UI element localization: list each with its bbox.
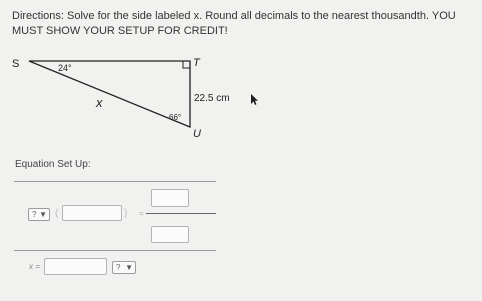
side-tu-label: 22.5 cm: [194, 93, 230, 104]
right-angle-marker: [183, 61, 190, 68]
unit-select[interactable]: [112, 261, 136, 274]
chevron-down-icon: ▼: [125, 263, 133, 272]
divider-bottom: [14, 250, 216, 251]
denominator-input[interactable]: [151, 226, 189, 243]
unit-select-value: ?: [116, 263, 121, 272]
equals-sign: =: [139, 209, 144, 218]
triangle-outline: [29, 61, 190, 127]
x-equals-label: x =: [29, 262, 40, 271]
directions-text: Directions: Solve for the side labeled x. Round all decimals to the nearest thousandth. YOU MUST SHOW YOUR SETUP FOR CREDIT!: [12, 10, 456, 37]
angle-s-label: 24°: [58, 63, 72, 73]
mouse-cursor-icon: [251, 94, 258, 105]
side-x-label: x: [96, 95, 103, 110]
trig-function-select[interactable]: [28, 208, 50, 221]
open-paren: (: [55, 208, 59, 219]
fraction-bar: [146, 213, 216, 214]
answer-input[interactable]: [44, 258, 107, 275]
divider-top: [14, 181, 216, 182]
angle-input[interactable]: [62, 205, 122, 221]
angle-u-label: 66°: [169, 113, 182, 122]
vertex-u-label: U: [193, 128, 201, 140]
chevron-down-icon: ▼: [39, 210, 47, 219]
vertex-s-label: S: [12, 58, 20, 70]
equation-setup-label: Equation Set Up:: [15, 159, 91, 170]
numerator-input[interactable]: [151, 189, 189, 207]
vertex-t-label: T: [193, 57, 200, 69]
trig-select-value: ?: [32, 210, 37, 219]
close-paren: ): [124, 208, 128, 219]
